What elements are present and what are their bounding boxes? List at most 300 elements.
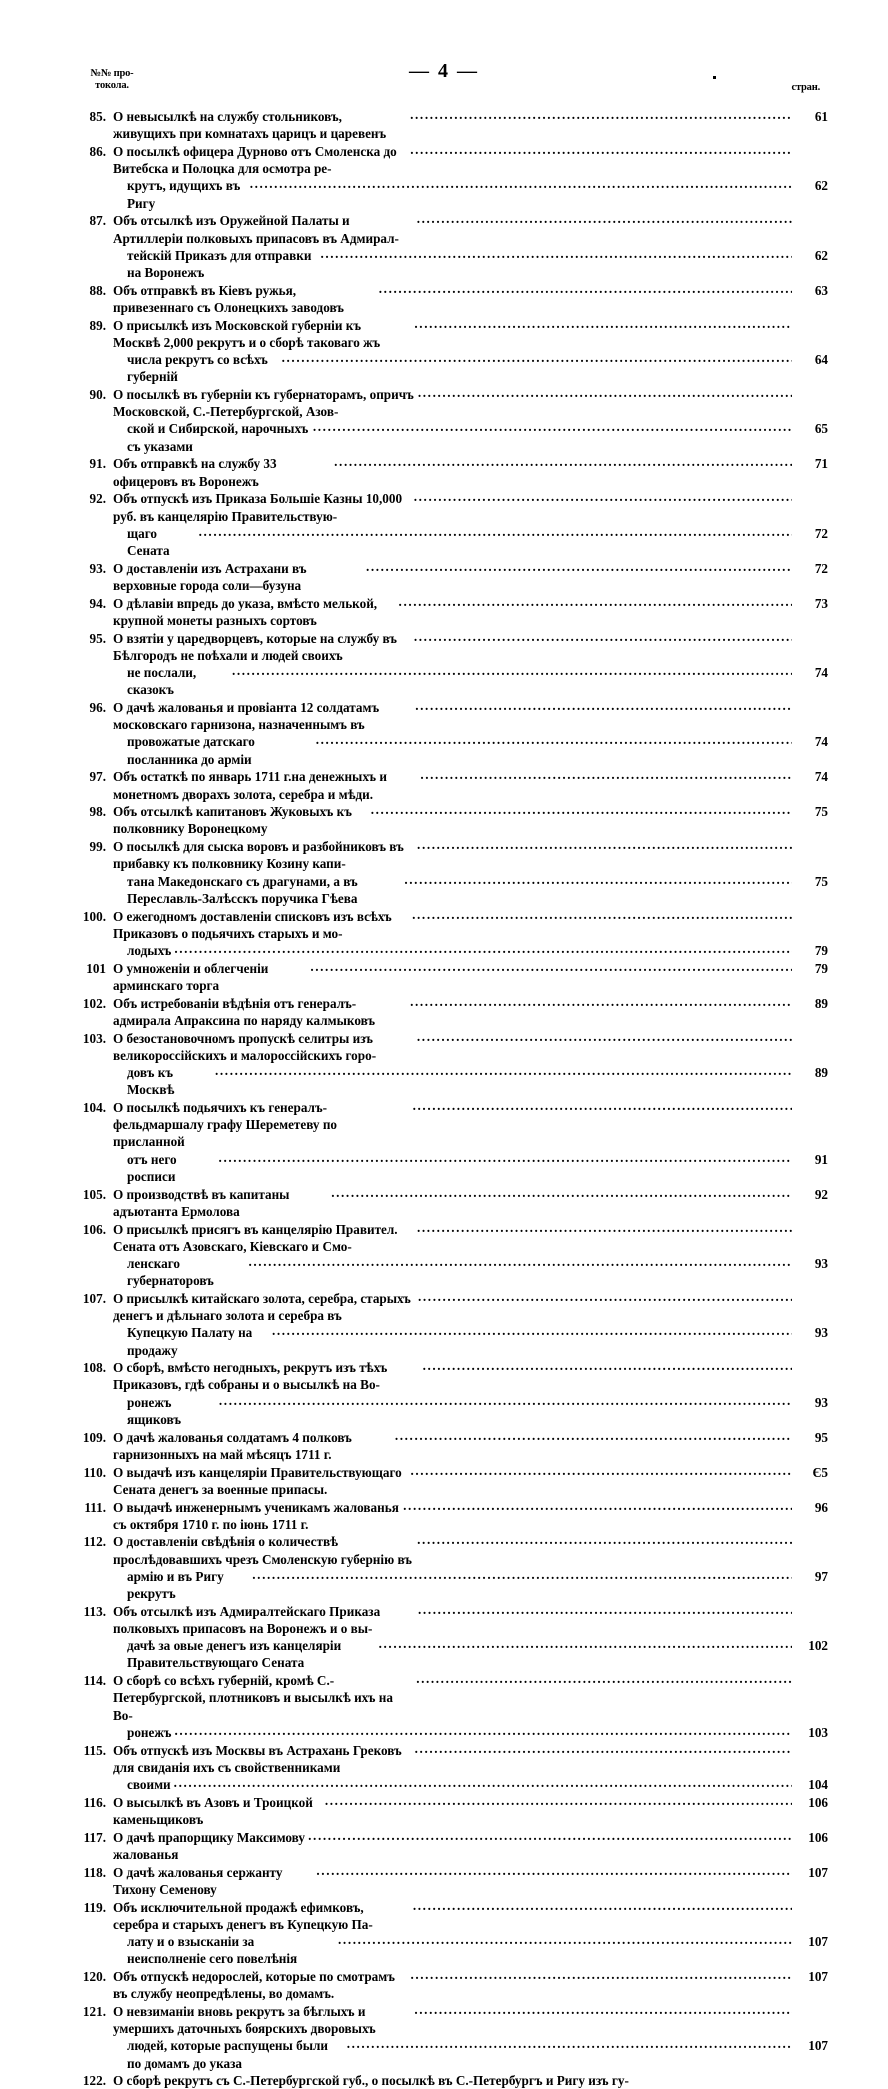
toc-entry-page: 93 bbox=[814, 1394, 828, 1410]
toc-entry-line bbox=[113, 1829, 828, 1863]
toc-entry bbox=[60, 630, 828, 699]
toc-entry-page: 74 bbox=[814, 769, 828, 785]
toc-entry-page: 107 bbox=[808, 1864, 828, 1880]
toc-entry-body bbox=[113, 282, 828, 316]
dot-leader bbox=[219, 1392, 792, 1409]
toc-entry bbox=[60, 960, 828, 994]
toc-entry-page: 71 bbox=[814, 456, 828, 472]
toc-entry-line bbox=[113, 803, 828, 837]
toc-entry bbox=[60, 1499, 828, 1533]
toc-entry-line bbox=[113, 143, 828, 177]
dot-leader bbox=[414, 488, 792, 505]
toc-entry-title: своими bbox=[127, 1777, 171, 1792]
dot-leader bbox=[338, 1931, 792, 1948]
toc-entry-line bbox=[113, 995, 828, 1029]
toc-entry bbox=[60, 455, 828, 489]
toc-entry-title: О сборѣ рекрутъ съ С.-Петербургской губ., о посылкѣ въ С.-Петербургъ и Ригу изъ гу- bbox=[113, 2073, 629, 2089]
dot-leader bbox=[366, 558, 792, 575]
toc-entry-number: 102. bbox=[82, 995, 106, 1011]
toc-entry-body bbox=[113, 1186, 828, 1220]
toc-entry-title: О дачѣ прапорщику Максимову жалованья bbox=[113, 1829, 309, 1862]
dot-leader bbox=[413, 1097, 792, 1114]
toc-entry-body bbox=[113, 1533, 828, 1602]
toc-entry-number: 109. bbox=[82, 1429, 106, 1445]
toc-entry-line bbox=[113, 1030, 828, 1064]
toc-entry-number: 99. bbox=[89, 839, 106, 855]
toc-entry-number: 115. bbox=[83, 1742, 106, 1758]
toc-entry-page: 93 bbox=[814, 1325, 828, 1341]
toc-entry-title: О посылкѣ офицера Дурново отъ Смоленска до Витебска и Полоцка для осмотра ре- bbox=[113, 143, 401, 177]
dot-leader bbox=[219, 1149, 792, 1166]
toc-entry-title: О производствѣ въ капитаны адъютанта Ермолова bbox=[113, 1186, 293, 1219]
dot-leader bbox=[423, 1357, 792, 1374]
toc-entry-page: 102 bbox=[808, 1638, 828, 1654]
dot-leader bbox=[347, 2035, 792, 2052]
toc-entry-body bbox=[113, 908, 828, 960]
toc-entry bbox=[60, 1290, 828, 1359]
toc-entry-line bbox=[113, 317, 828, 351]
toc-entry-page: 72 bbox=[814, 525, 828, 541]
dot-leader bbox=[379, 280, 792, 297]
toc-entry-line bbox=[113, 595, 828, 629]
toc-entry bbox=[60, 1603, 828, 1672]
toc-entry-title: О посылкѣ въ губерніи къ губернаторамъ, опричъ Московской, С.-Петербургской, Азов- bbox=[113, 387, 418, 420]
toc-entry-line bbox=[113, 1186, 828, 1220]
page-number: — 4 — bbox=[409, 60, 479, 82]
toc-entry-page: 107 bbox=[808, 2038, 828, 2054]
toc-entry-line bbox=[113, 1064, 828, 1098]
toc-entry bbox=[60, 1221, 828, 1290]
toc-entry-line bbox=[113, 490, 828, 524]
dot-leader bbox=[414, 628, 792, 645]
dot-leader bbox=[272, 1322, 792, 1339]
toc-entry-page: 73 bbox=[814, 595, 828, 611]
dot-leader bbox=[417, 210, 792, 227]
toc-entry-title: О дачѣ жалованья сержанту Тихону Семенову bbox=[113, 1864, 286, 1897]
toc-entry-title: ленскаго губернаторовъ bbox=[127, 1255, 214, 1289]
toc-entry-line bbox=[113, 1968, 828, 2002]
toc-entry bbox=[60, 490, 828, 559]
dot-leader bbox=[403, 1497, 792, 1514]
dot-leader bbox=[417, 1531, 792, 1548]
toc-entry-title: ронежъ bbox=[127, 1724, 172, 1740]
dot-leader bbox=[334, 453, 792, 470]
toc-entry-page: 75 bbox=[814, 804, 828, 820]
toc-entry-title: людей, которые распущены были по домамъ до указа bbox=[127, 2038, 332, 2071]
dot-leader bbox=[420, 766, 792, 783]
toc-entry-body bbox=[113, 108, 828, 142]
toc-entry-body bbox=[113, 1672, 828, 1741]
toc-entry-page: 75 bbox=[814, 873, 828, 889]
toc-entry bbox=[60, 838, 828, 907]
toc-entry-title: лату и о взысканіи за неисполненіе сего повелѣнія bbox=[127, 1933, 298, 1967]
toc-entry bbox=[60, 1899, 828, 1968]
column-header-pages: стран. bbox=[791, 82, 820, 93]
toc-entry bbox=[60, 803, 828, 837]
toc-entry-body bbox=[113, 1099, 828, 1185]
toc-entry-line bbox=[113, 1933, 828, 1967]
toc-entry bbox=[60, 1672, 828, 1741]
toc-entry-title: щаго Сената bbox=[127, 525, 170, 558]
toc-entry-line bbox=[113, 1794, 828, 1828]
toc-entry-page: 61 bbox=[814, 109, 828, 124]
toc-entry-title: О сборѣ, вмѣсто негодныхъ, рекрутъ изъ тѣхъ Приказовъ, гдѣ собраны и о высылкѣ на Во- bbox=[113, 1360, 391, 1393]
toc-entry-title: довъ къ Москвѣ bbox=[127, 1065, 177, 1098]
toc-entry-page: 79 bbox=[814, 960, 828, 976]
dot-leader bbox=[415, 1740, 792, 1757]
toc-entry-line bbox=[113, 560, 828, 594]
toc-entry-number: 95. bbox=[89, 630, 106, 646]
toc-entry-title: Объ отсылкѣ изъ Оружейной Палаты и Артиллеріи полковыхъ припасовъ въ Адмирал- bbox=[113, 213, 399, 246]
toc-entry-page: 89 bbox=[814, 995, 828, 1011]
toc-entry bbox=[60, 1030, 828, 1099]
toc-entry-page: 64 bbox=[814, 352, 828, 368]
page-header bbox=[60, 60, 828, 102]
toc-entry-number: 104. bbox=[82, 1099, 106, 1115]
dot-leader bbox=[232, 662, 792, 679]
toc-entry-title: тана Македонскаго съ драгунами, а въ Переславль-Залѣсскъ поручика Гѣева bbox=[127, 873, 362, 906]
dot-leader bbox=[410, 141, 792, 158]
toc-entry-line bbox=[113, 630, 828, 664]
toc-entry-body bbox=[113, 699, 828, 768]
toc-entry-title: О сборѣ со всѣхъ губерній, кромѣ С.-Петербургской, плотниковъ и высылкѣ ихъ на Во- bbox=[113, 1673, 397, 1723]
dot-leader bbox=[325, 1792, 792, 1809]
toc-entry-line bbox=[113, 1864, 828, 1898]
toc-entry-body bbox=[113, 960, 828, 994]
toc-entry-line bbox=[113, 1568, 828, 1602]
toc-entry-title: О посылкѣ подьячихъ къ генералъ-фельдмаршалу графу Шереметеву по присланной bbox=[113, 1099, 341, 1150]
dot-leader bbox=[331, 1184, 792, 1201]
toc-entry-title: Объ отправкѣ на службу 33 офицеровъ въ Воронежъ bbox=[113, 456, 280, 489]
toc-entry-page: 62 bbox=[814, 178, 828, 194]
toc-entry-body bbox=[113, 995, 828, 1029]
toc-entry bbox=[60, 1829, 828, 1863]
dot-leader bbox=[174, 940, 792, 957]
toc-entry-page: 91 bbox=[814, 1151, 828, 1167]
toc-entry-line bbox=[113, 838, 828, 872]
toc-entry-body bbox=[113, 490, 828, 559]
toc-entry-body bbox=[113, 1794, 828, 1828]
toc-entry-body bbox=[113, 143, 828, 212]
toc-entry-title: отъ него росписи bbox=[127, 1151, 180, 1184]
toc-entry-line bbox=[113, 1429, 828, 1463]
toc-entry-body bbox=[113, 1899, 828, 1968]
toc-entry-page: 106 bbox=[808, 1794, 828, 1810]
toc-entry-title: Объ отсылкѣ изъ Адмиралтейскаго Приказа полковыхъ припасовъ на Воронежъ и о вы- bbox=[113, 1603, 384, 1637]
toc-entry bbox=[60, 317, 828, 386]
toc-entry-number: 98. bbox=[89, 804, 106, 820]
toc-entry-title: Объ отпускѣ изъ Приказа Большіе Казны 10,000 руб. въ канцелярію Правительствую- bbox=[113, 491, 406, 524]
toc-entry-body bbox=[113, 630, 828, 699]
toc-entry-title: Объ остаткѣ по январь 1711 г.на денежныхъ и монетномъ дворахъ золота, серебра и мѣди. bbox=[113, 769, 391, 802]
toc-entry-page: 107 bbox=[808, 1933, 828, 1949]
toc-entry-title: крутъ, идущихъ въ Ригу bbox=[127, 178, 244, 211]
toc-entry bbox=[60, 212, 828, 281]
toc-entry bbox=[60, 386, 828, 455]
toc-entry-title: О ежегодномъ доставленіи списковъ изъ всѣхъ Приказовъ о подьячихъ старыхъ и мо- bbox=[113, 908, 395, 941]
toc-entry-body bbox=[113, 1603, 828, 1672]
toc-entry-title: тейскій Приказъ для отправки на Воронежъ bbox=[127, 247, 315, 280]
toc-entry-line bbox=[113, 455, 828, 489]
toc-entry-line bbox=[113, 386, 828, 420]
toc-entry-page: 106 bbox=[808, 1829, 828, 1845]
toc-entry bbox=[60, 1359, 828, 1428]
toc-entry-body bbox=[113, 1864, 828, 1898]
toc-entry-page: 74 bbox=[814, 665, 828, 680]
toc-entry-body bbox=[113, 212, 828, 281]
toc-entry bbox=[60, 143, 828, 212]
toc-entry-line bbox=[113, 1499, 828, 1533]
toc-entry-page: 79 bbox=[814, 943, 828, 958]
toc-entry-line bbox=[113, 733, 828, 767]
toc-entry bbox=[60, 282, 828, 316]
toc-entry bbox=[60, 1794, 828, 1828]
dot-leader bbox=[404, 871, 792, 888]
toc-entry-line bbox=[113, 908, 828, 942]
toc-entry-number: 120. bbox=[82, 1968, 106, 1984]
toc-entry-title: ской и Сибирской, нарочныхъ съ указами bbox=[127, 421, 312, 454]
toc-entry-title: не послали, сказокъ bbox=[127, 665, 200, 698]
toc-entry bbox=[60, 1864, 828, 1898]
toc-entry bbox=[60, 560, 828, 594]
toc-entry-title: О невысылкѣ на службу стольниковъ, живущихъ при комнатахъ царицъ и царевенъ bbox=[113, 109, 387, 142]
toc-entry-number: 106. bbox=[82, 1221, 106, 1237]
toc-entry-number: 119. bbox=[83, 1899, 106, 1915]
table-of-contents bbox=[60, 108, 828, 2089]
toc-entry-body bbox=[113, 1030, 828, 1099]
dot-leader bbox=[415, 697, 792, 714]
toc-entry-line bbox=[113, 212, 828, 246]
toc-entry-body bbox=[113, 768, 828, 802]
dot-leader bbox=[413, 1897, 792, 1914]
toc-entry-page: 107 bbox=[808, 1968, 828, 1984]
toc-entry-line bbox=[113, 2037, 828, 2071]
toc-entry-line bbox=[113, 1603, 828, 1637]
toc-entry-number: 91. bbox=[89, 456, 106, 472]
dot-leader bbox=[412, 906, 792, 923]
toc-entry-line bbox=[113, 699, 828, 733]
toc-entry-page: 93 bbox=[814, 1255, 828, 1271]
toc-entry-page: 89 bbox=[814, 1065, 828, 1081]
toc-entry-number: 88. bbox=[89, 282, 106, 298]
toc-entry-page: 74 bbox=[814, 734, 828, 750]
toc-entry-line bbox=[113, 664, 828, 698]
dot-leader bbox=[249, 1253, 792, 1270]
toc-entry-number: 105. bbox=[82, 1186, 106, 1202]
dot-leader bbox=[174, 1722, 792, 1739]
toc-entry-page: 63 bbox=[814, 282, 828, 298]
toc-entry-page: 92 bbox=[814, 1186, 828, 1202]
dot-leader bbox=[399, 593, 792, 610]
toc-entry-body bbox=[113, 386, 828, 455]
toc-entry-number: 92. bbox=[89, 491, 106, 507]
toc-entry-title: О взятіи у царедворцевъ, которые на службу въ Бѣлгородъ не поѣхали и людей своихъ bbox=[113, 630, 401, 663]
dot-leader bbox=[215, 1062, 792, 1079]
toc-entry-number: 118. bbox=[83, 1864, 106, 1880]
dot-leader bbox=[414, 315, 792, 332]
toc-entry-body bbox=[113, 1829, 828, 1863]
toc-entry-title: О безостановочномъ пропускѣ селитры изъ великороссійскихъ и малороссійскихъ горо- bbox=[113, 1030, 377, 1063]
toc-entry-line bbox=[113, 282, 828, 316]
toc-entry-line bbox=[113, 873, 828, 907]
toc-entry-line bbox=[113, 420, 828, 454]
toc-entry bbox=[60, 595, 828, 629]
toc-entry-page: 62 bbox=[814, 247, 828, 263]
toc-entry-line bbox=[113, 1724, 828, 1741]
toc-entry-line bbox=[113, 960, 828, 994]
toc-entry-line bbox=[113, 1464, 828, 1498]
toc-entry-number: 121. bbox=[82, 2003, 106, 2019]
toc-entry-title: О выдачѣ изъ канцеляріи Правительствующаго Сената денегъ за военные припасы. bbox=[113, 1464, 406, 1497]
toc-entry-number: 93. bbox=[89, 560, 106, 576]
toc-entry-line bbox=[113, 525, 828, 559]
dot-leader bbox=[418, 1601, 792, 1618]
toc-entry-number: 116. bbox=[83, 1794, 106, 1810]
dot-leader bbox=[416, 1670, 792, 1687]
toc-entry-title: О невзиманіи вновь рекрутъ за бѣглыхъ и умершихъ даточныхъ боярскихъ дворовыхъ bbox=[113, 2003, 376, 2037]
toc-entry-title: ронежъ ящиковъ bbox=[127, 1394, 182, 1427]
toc-entry bbox=[60, 908, 828, 960]
toc-entry-number: 122. bbox=[82, 2073, 106, 2089]
toc-entry-page: 72 bbox=[814, 560, 828, 576]
toc-entry-line bbox=[113, 1290, 828, 1324]
toc-entry bbox=[60, 2003, 828, 2072]
toc-entry-title: О высылкѣ въ Азовъ и Троицкой каменьщиковъ bbox=[113, 1794, 317, 1827]
toc-entry-body bbox=[113, 2072, 828, 2089]
dot-leader bbox=[379, 1635, 792, 1652]
toc-entry-title: Объ отпускѣ изъ Москвы въ Астрахань Грековъ для свиданія ихъ съ свойственниками bbox=[113, 1742, 406, 1775]
toc-entry-line bbox=[113, 1672, 828, 1724]
dot-leader bbox=[395, 1427, 792, 1444]
toc-entry bbox=[60, 768, 828, 802]
dot-leader bbox=[250, 175, 792, 192]
toc-entry-title: Объ исключительной продажѣ ефимковъ, серебра и старыхъ денегъ въ Купецкую Па- bbox=[113, 1899, 373, 1932]
toc-entry-line bbox=[113, 2003, 828, 2037]
toc-entry-body bbox=[113, 560, 828, 594]
dot-leader bbox=[313, 418, 792, 435]
toc-entry-line bbox=[113, 351, 828, 385]
toc-entry-title: О посылкѣ для сыска воровъ и разбойниковъ въ прибавку къ полковнику Козину капи- bbox=[113, 839, 408, 872]
dot-leader bbox=[282, 349, 792, 366]
toc-entry-body bbox=[113, 1968, 828, 2002]
toc-entry-line bbox=[113, 942, 828, 959]
toc-entry-number: 113. bbox=[83, 1603, 106, 1619]
toc-entry-body bbox=[113, 1221, 828, 1290]
toc-entry-number: 103. bbox=[82, 1030, 106, 1046]
dot-leader bbox=[414, 2001, 792, 2018]
toc-entry-line bbox=[113, 177, 828, 211]
toc-entry-line bbox=[113, 1899, 828, 1933]
toc-entry-line bbox=[113, 1742, 828, 1776]
dot-leader bbox=[410, 106, 792, 123]
dot-leader bbox=[308, 1827, 792, 1844]
toc-entry bbox=[60, 1186, 828, 1220]
toc-entry-title: О присылкѣ присягъ въ канцелярію Правител. Сената отъ Азовскаго, Кіевскаго и Смо- bbox=[113, 1221, 401, 1254]
toc-entry-page: 104 bbox=[808, 1777, 828, 1792]
toc-entry-title: О выдачѣ инженернымъ ученикамъ жалованья съ октября 1710 г. по іюнь 1711 г. bbox=[113, 1499, 403, 1532]
toc-entry-page: 97 bbox=[814, 1568, 828, 1584]
toc-entry-page: 96 bbox=[814, 1499, 828, 1515]
toc-entry-body bbox=[113, 2003, 828, 2072]
toc-entry-title: О доставленіи свѣдѣнія о количествѣ прослѣдовавшихъ чрезъ Смоленскую губернію въ bbox=[113, 1534, 412, 1567]
toc-entry-page: 103 bbox=[808, 1724, 828, 1740]
toc-entry-body bbox=[113, 838, 828, 907]
toc-entry-body bbox=[113, 317, 828, 386]
toc-entry-body bbox=[113, 1290, 828, 1359]
toc-entry bbox=[60, 1742, 828, 1794]
toc-entry-number: 87. bbox=[89, 213, 106, 229]
toc-entry-line bbox=[113, 2072, 828, 2089]
toc-entry-title: О дачѣ жалованья солдатамъ 4 полковъ гарнизонныхъ на май мѣсяцъ 1711 г. bbox=[113, 1429, 356, 1462]
toc-entry-body bbox=[113, 1464, 828, 1498]
dot-leader bbox=[417, 1028, 792, 1045]
dot-leader bbox=[410, 993, 792, 1010]
toc-entry-title: провожатые датскаго посланника до арміи bbox=[127, 734, 259, 767]
toc-entry-number: 90. bbox=[89, 387, 106, 402]
toc-entry-title: армію и въ Ригу рекрутъ bbox=[127, 1568, 227, 1602]
toc-entry-title: Купецкую Палату на продажу bbox=[127, 1325, 256, 1358]
toc-entry-line bbox=[113, 1637, 828, 1671]
toc-entry bbox=[60, 2072, 828, 2089]
toc-entry-body bbox=[113, 803, 828, 837]
dot-leader bbox=[418, 384, 792, 401]
toc-entry-title: числа рекрутъ со всѣхъ губерній bbox=[127, 352, 272, 385]
toc-entry-body bbox=[113, 455, 828, 489]
toc-entry-page: 95 bbox=[814, 1429, 828, 1445]
column-header-protocol-line2: токола. bbox=[95, 79, 129, 91]
toc-entry-body bbox=[113, 1359, 828, 1428]
toc-entry-line bbox=[113, 1151, 828, 1185]
toc-entry-title: О доставленіи изъ Астрахани въ верховные города соли—бузуна bbox=[113, 560, 310, 593]
toc-entry-line bbox=[113, 1359, 828, 1393]
toc-entry-line bbox=[113, 1394, 828, 1428]
toc-entry bbox=[60, 699, 828, 768]
dot-leader bbox=[410, 1462, 792, 1479]
toc-entry bbox=[60, 108, 828, 142]
dot-leader bbox=[316, 1862, 792, 1879]
toc-entry-title: дачѣ за овые денегъ изъ канцеляріи Правительствующаго Сената bbox=[127, 1638, 345, 1671]
column-header-protocol-line1: №№ про- bbox=[90, 68, 134, 79]
toc-entry bbox=[60, 1099, 828, 1185]
toc-entry-number: 85. bbox=[89, 109, 106, 124]
toc-entry-number: 94. bbox=[89, 595, 106, 611]
toc-entry-page: 65 bbox=[814, 421, 828, 437]
dot-leader bbox=[174, 1774, 792, 1791]
dot-leader bbox=[410, 1966, 792, 1983]
toc-entry bbox=[60, 995, 828, 1029]
dot-leader bbox=[316, 731, 792, 748]
toc-entry-line bbox=[113, 1533, 828, 1567]
toc-entry-line bbox=[113, 108, 828, 142]
toc-entry-title: Объ истребованіи вѣдѣнія отъ генералъ-адмирала Апраксина по наряду калмыковъ bbox=[113, 995, 376, 1028]
dot-leader bbox=[310, 958, 792, 975]
toc-entry-line bbox=[113, 1324, 828, 1358]
toc-entry-number: 114. bbox=[83, 1673, 106, 1689]
toc-entry-number: 110. bbox=[83, 1464, 106, 1480]
toc-entry bbox=[60, 1968, 828, 2002]
toc-entry-number: 108. bbox=[82, 1360, 106, 1376]
toc-entry-number: 89. bbox=[89, 317, 106, 333]
toc-entry-line bbox=[113, 247, 828, 281]
toc-entry-title: лодыхъ bbox=[127, 943, 172, 958]
toc-entry-title: О присылкѣ изъ Московской губерніи къ Москвѣ 2,000 рекрутъ и о сборѣ таковаго жъ bbox=[113, 317, 381, 350]
toc-entry bbox=[60, 1429, 828, 1463]
dot-leader bbox=[418, 1288, 792, 1305]
toc-entry-body bbox=[113, 1499, 828, 1533]
toc-entry-line bbox=[113, 1099, 828, 1151]
dot-leader bbox=[371, 801, 792, 818]
dot-leader bbox=[252, 1566, 792, 1583]
